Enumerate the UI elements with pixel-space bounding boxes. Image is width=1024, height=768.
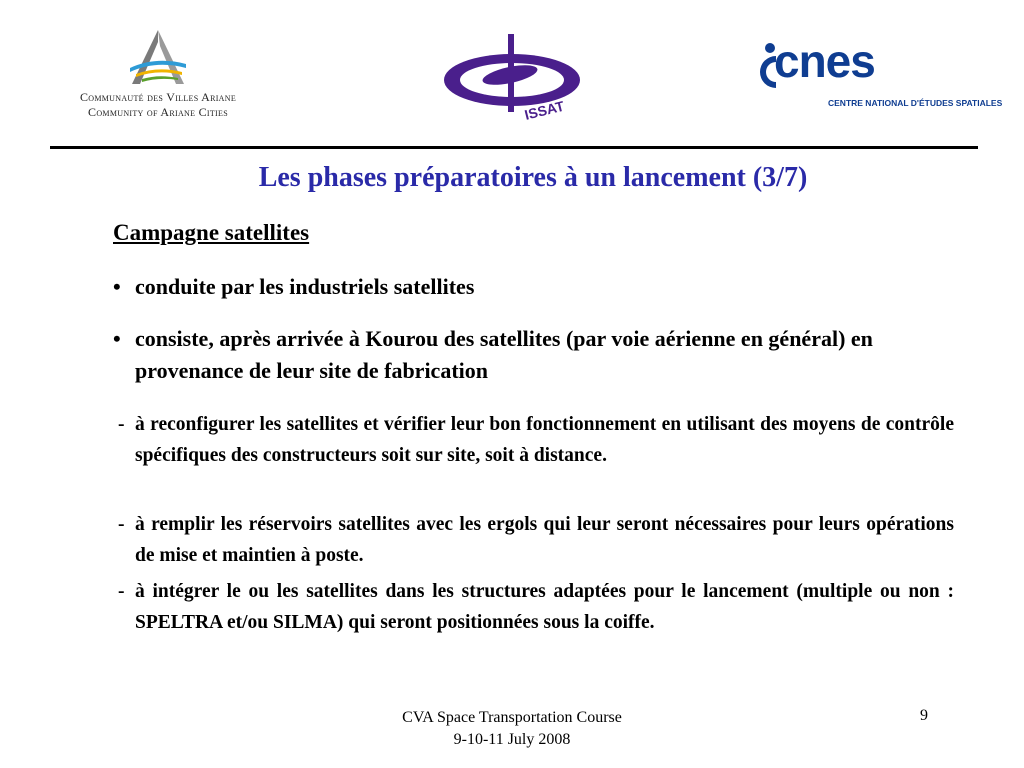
sub-item-text: à remplir les réservoirs satellites avec les ergols qui leur seront nécessaires pour leurs opérations de mise et maintien à poste. — [135, 514, 954, 566]
bullet-icon: • — [113, 274, 121, 299]
sub-item-text: à reconfigurer les satellites et vérifier leur bon fonctionnement en utilisant des moyens de contrôle spécifiques des constructeurs soit sur site, soit à distance. — [135, 414, 954, 466]
bullet-text: consiste, après arrivée à Kourou des satellites (par voie aérienne en général) en provenance de leur site de fabrication — [135, 326, 873, 383]
header-divider — [50, 146, 978, 149]
slide-title: Les phases préparatoires à un lancement (3/7) — [258, 162, 808, 193]
cva-ariane-logo-icon — [126, 28, 190, 86]
cnes-tagline: CENTRE NATIONAL D'ÉTUDES SPATIALES — [828, 98, 1003, 108]
footer-date: 9-10-11 July 2008 — [453, 731, 571, 748]
cva-line-en: Community of Ariane Cities — [88, 105, 228, 119]
bullet-text: conduite par les industriels satellites — [135, 274, 475, 299]
cva-logo — [48, 28, 268, 128]
slide-subtitle: Campagne satellites — [113, 220, 310, 245]
issat-text: ISSAT — [522, 97, 566, 123]
cnes-wordmark: cnes — [774, 35, 875, 87]
issat-emblem-icon — [440, 30, 590, 126]
issat-logo — [440, 30, 590, 126]
dash-marker: - — [118, 514, 125, 535]
cva-line-fr: Communauté des Villes Ariane — [79, 90, 237, 104]
cva-text — [48, 90, 268, 120]
dash-marker: - — [118, 414, 125, 435]
cnes-logo — [752, 35, 1003, 115]
footer-course: CVA Space Transportation Course — [402, 709, 622, 726]
dash-marker: - — [118, 581, 125, 602]
bullet-icon: • — [113, 326, 121, 351]
page-number: 9 — [920, 707, 928, 724]
sub-item-text: à intégrer le ou les satellites dans les structures adaptées pour le lancement (multiple ou non : SPELTRA et/ou SILMA) qui seront positionnées sous la coiffe. — [135, 581, 954, 633]
slide-footer — [312, 707, 712, 751]
